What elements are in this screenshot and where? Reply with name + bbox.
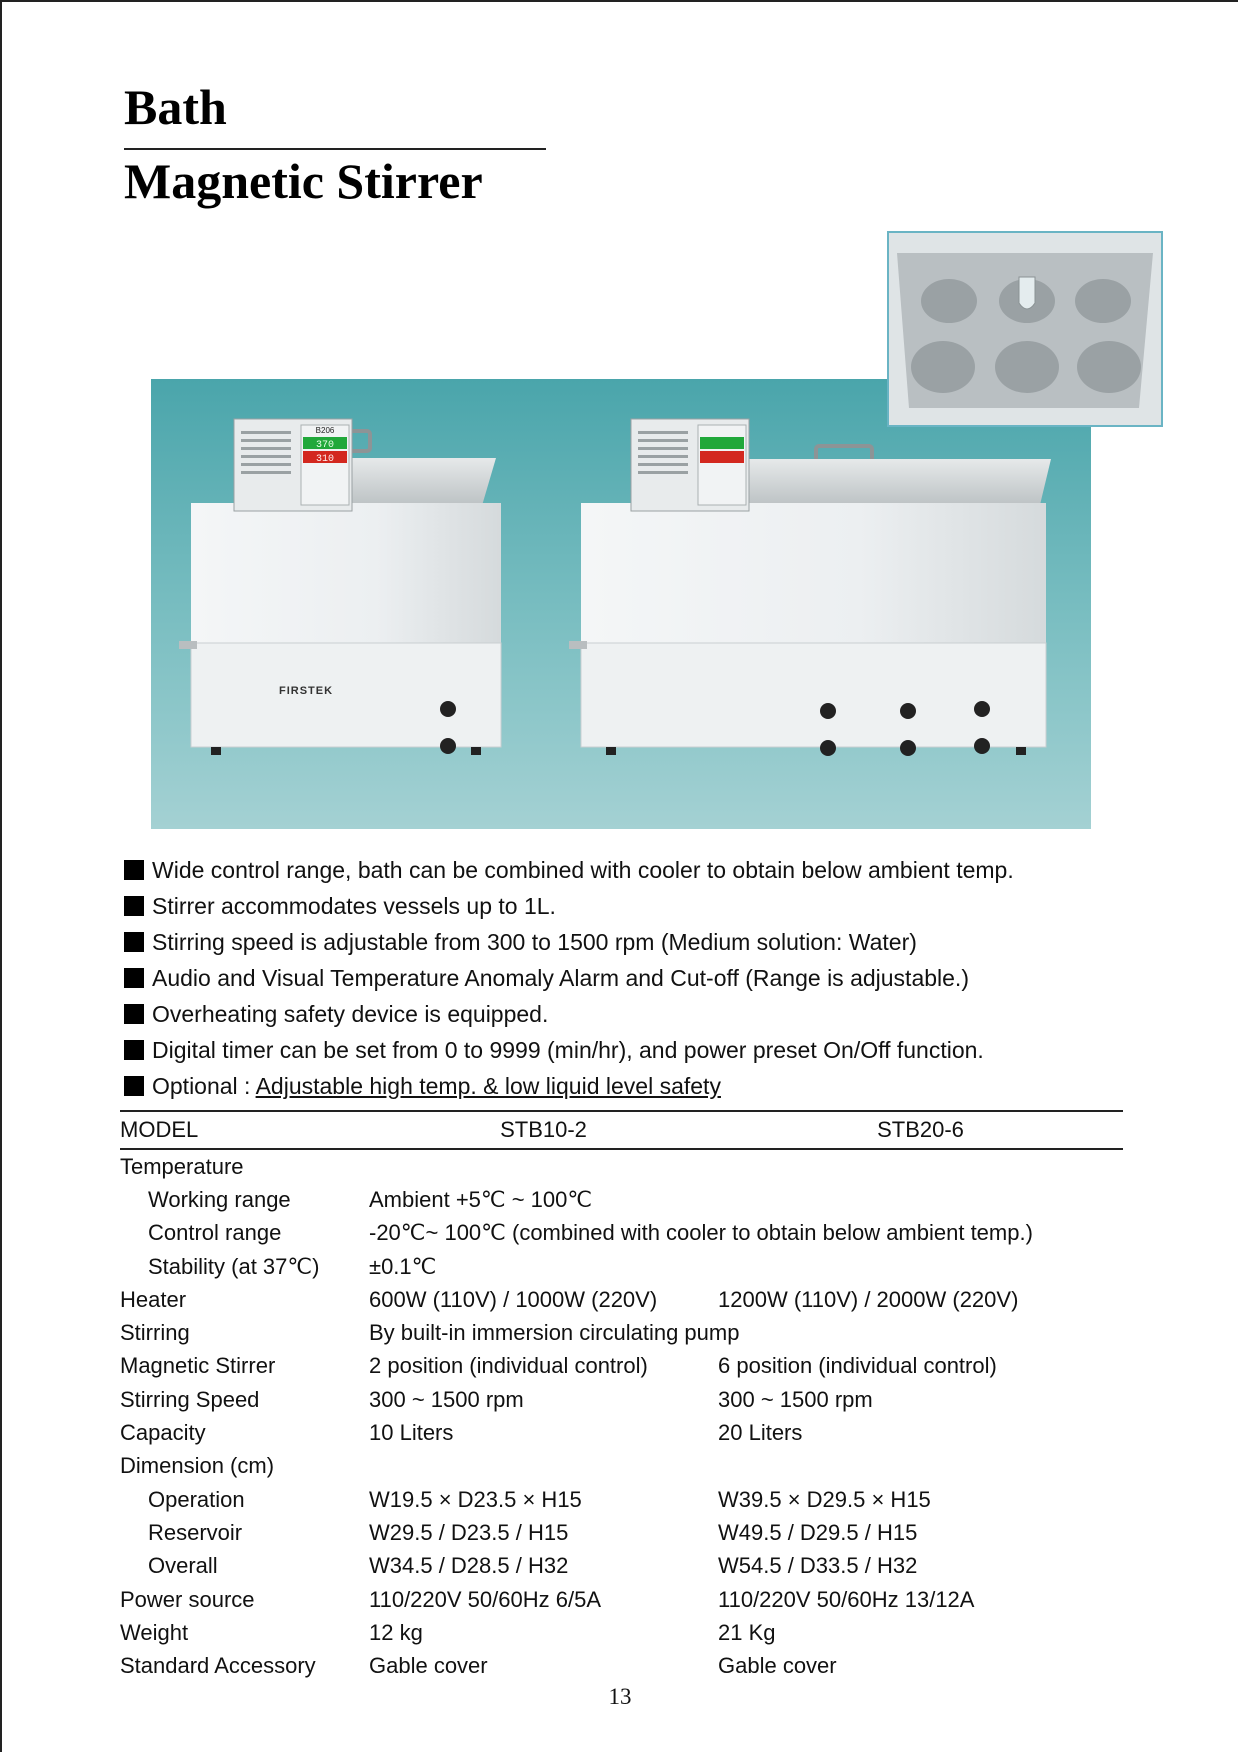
spec-value-stb20-6 [718, 1149, 1123, 1183]
spec-value-stb10-2: Gable cover [369, 1653, 488, 1679]
spec-label: Dimension (cm) [120, 1453, 275, 1479]
spec-label: Capacity [120, 1420, 206, 1446]
spec-value-stb20-6: W54.5 / D33.5 / H32 [718, 1553, 918, 1579]
stirrer-positions-closeup [887, 231, 1163, 427]
spec-value-stb20-6: 21 Kg [718, 1619, 776, 1645]
spec-value-stb20-6: 300 ~ 1500 rpm [718, 1386, 873, 1412]
spec-value-stb10-2 [369, 1149, 718, 1183]
spec-label: Operation [148, 1486, 245, 1512]
feature-item-optional: Optional : Adjustable high temp. & low liquid level safety [124, 1068, 1124, 1104]
feature-item: Audio and Visual Temperature Anomaly Alarm and Cut-off (Range is adjustable.) [124, 960, 1124, 996]
spec-label: Stirring [120, 1320, 190, 1346]
page-title: Bath [124, 79, 227, 135]
spec-row [120, 1350, 1123, 1383]
unit-stb20-6 [569, 419, 1051, 756]
spec-value-stb20-6 [718, 1183, 1123, 1216]
spec-row [120, 1483, 1123, 1516]
spec-header-model: MODEL [120, 1111, 369, 1149]
spec-row [120, 1416, 1123, 1449]
spec-value-stb20-6 [718, 1450, 1123, 1483]
spec-label: Power source [120, 1586, 255, 1612]
spec-label: Stability (at 37℃) [148, 1253, 320, 1279]
spec-value-stb10-2: 600W (110V) / 1000W (220V) [369, 1286, 658, 1312]
feature-item: Wide control range, bath can be combined with cooler to obtain below ambient temp. [124, 852, 1124, 888]
feature-item: Stirring speed is adjustable from 300 to 1500 rpm (Medium solution: Water) [124, 924, 1124, 960]
page-subtitle: Magnetic Stirrer [124, 153, 483, 209]
square-bullet-icon [124, 932, 144, 952]
spec-value-stb10-2: W29.5 / D23.5 / H15 [369, 1519, 569, 1545]
spec-value-stb20-6: 1200W (110V) / 2000W (220V) [718, 1286, 1019, 1312]
square-bullet-icon [124, 1004, 144, 1024]
spec-value-stb10-2: W19.5 × D23.5 × H15 [369, 1486, 582, 1512]
brand-label: FIRSTEK [278, 685, 334, 697]
spec-value-stb10-2 [369, 1450, 718, 1483]
feature-item: Overheating safety device is equipped. [124, 996, 1124, 1032]
spec-row [120, 1516, 1123, 1549]
spec-label: Working range [148, 1186, 291, 1212]
spec-label: Control range [148, 1220, 282, 1246]
spec-label: Temperature [120, 1153, 244, 1179]
spec-value-stb20-6: 20 Liters [718, 1420, 803, 1446]
spec-row [120, 1550, 1123, 1583]
spec-row [120, 1283, 1123, 1316]
spec-value-stb10-2: 110/220V 50/60Hz 6/5A [369, 1586, 601, 1612]
spec-label: Stirring Speed [120, 1386, 260, 1412]
spec-value-stb20-6: 6 position (individual control) [718, 1353, 997, 1379]
spec-value-stb10-2: 12 kg [369, 1619, 423, 1645]
spec-row [120, 1217, 1123, 1250]
spec-value-stb10-2: ±0.1℃ [369, 1253, 437, 1279]
unit-stb10-2 [179, 419, 501, 755]
spec-label: Reservoir [148, 1519, 243, 1545]
square-bullet-icon [124, 896, 144, 916]
spec-value-stb10-2: Ambient +5℃ ~ 100℃ [369, 1186, 593, 1212]
square-bullet-icon [124, 968, 144, 988]
title-divider [124, 148, 546, 150]
spec-value-stb10-2: 10 Liters [369, 1420, 454, 1446]
spec-label: Heater [120, 1286, 187, 1312]
spec-table [120, 1110, 1123, 1683]
actual-temp-readout: 310 [315, 454, 335, 465]
spec-row [120, 1616, 1123, 1649]
controller-model-label: B206 [315, 426, 335, 435]
spec-header-row [120, 1111, 1123, 1149]
spec-value-stb10-2: 2 position (individual control) [369, 1353, 648, 1379]
feature-list [124, 852, 1124, 1104]
feature-item: Digital timer can be set from 0 to 9999 (min/hr), and power preset On/Off function. [124, 1032, 1124, 1068]
square-bullet-icon [124, 1040, 144, 1060]
spec-label: Overall [148, 1553, 218, 1579]
square-bullet-icon [124, 860, 144, 880]
spec-row [120, 1183, 1123, 1216]
spec-row [120, 1383, 1123, 1416]
spec-header-stb20-6: STB20-6 [718, 1111, 1123, 1149]
set-temp-readout: 370 [315, 440, 335, 451]
page-number: 13 [608, 1684, 632, 1709]
spec-label: Standard Accessory [120, 1653, 316, 1679]
spec-header-stb10-2: STB10-2 [369, 1111, 718, 1149]
spec-value-stb20-6: Gable cover [718, 1653, 837, 1679]
spec-value-stb10-2: By built-in immersion circulating pump [369, 1320, 740, 1346]
spec-row [120, 1450, 1123, 1483]
spec-value-stb20-6: W39.5 × D29.5 × H15 [718, 1486, 931, 1512]
square-bullet-icon [124, 1076, 144, 1096]
product-photo [151, 379, 1091, 829]
spec-row [120, 1649, 1123, 1682]
spec-value-stb10-2: 300 ~ 1500 rpm [369, 1386, 524, 1412]
spec-row [120, 1149, 1123, 1183]
spec-body [120, 1149, 1123, 1683]
spec-value-stb10-2: W34.5 / D28.5 / H32 [369, 1553, 569, 1579]
spec-row [120, 1316, 1123, 1349]
spec-value-stb20-6 [718, 1250, 1123, 1283]
spec-value-stb20-6: W49.5 / D29.5 / H15 [718, 1519, 918, 1545]
spec-label: Magnetic Stirrer [120, 1353, 276, 1379]
spec-value-stb20-6: 110/220V 50/60Hz 13/12A [718, 1586, 975, 1612]
spec-row [120, 1583, 1123, 1616]
feature-item: Stirrer accommodates vessels up to 1L. [124, 888, 1124, 924]
spec-label: Weight [120, 1619, 189, 1645]
spec-row [120, 1250, 1123, 1283]
spec-value-stb10-2: -20℃~ 100℃ (combined with cooler to obtain below ambient temp.) [369, 1220, 1033, 1246]
